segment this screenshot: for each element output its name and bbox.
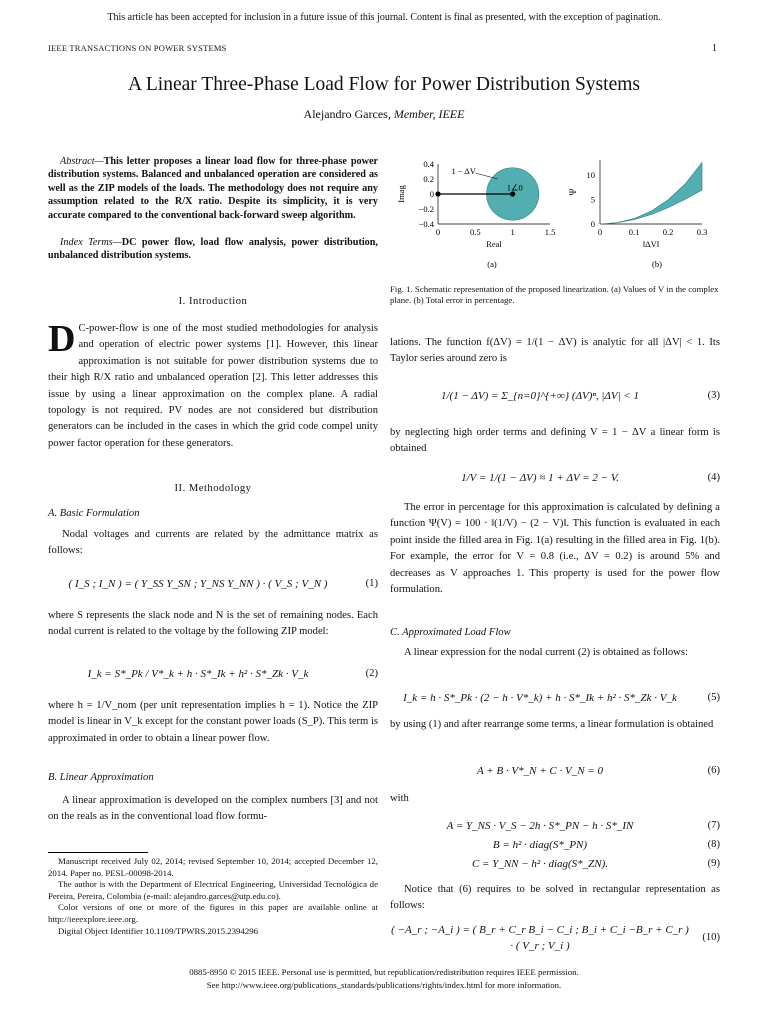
- equation-2-number: (2): [365, 667, 378, 679]
- panel-a-y-tick-label: 0.2: [423, 174, 434, 184]
- panel-b-sublabel: (b): [652, 259, 662, 269]
- panel-b-y-tick-label: 5: [590, 194, 595, 205]
- panel-b-x-tick-label: 0.2: [662, 227, 674, 237]
- panel-b-x-tick-label: 0: [597, 227, 603, 237]
- panel-b-x-tick-label: 0.3: [696, 227, 708, 237]
- equation-5-number: (5): [707, 691, 720, 703]
- equation-1-number: (1): [365, 577, 378, 589]
- equation-3-body: 1/(1 − ΔV) = Σ_{n=0}^{+∞} (ΔV)ⁿ, |ΔV| < 1: [440, 389, 640, 402]
- right-paragraph-2: by neglecting high order terms and defining V = 1 − ΔV a linear form is obtained: [390, 427, 720, 455]
- page-number: 1: [712, 43, 717, 54]
- equation-1-body: ( I_S ; I_N ) = ( Y_SS Y_SN ; Y_NS Y_NN ) · ( V_S ; V_N ): [68, 577, 328, 590]
- equation-6-number: (6): [707, 764, 720, 776]
- figure-panel-b: [568, 160, 707, 269]
- author-membership: Member, IEEE: [393, 107, 465, 121]
- footnote-rule: [48, 852, 148, 853]
- equation-7: [390, 817, 720, 835]
- equation-9-number: (9): [707, 857, 720, 869]
- linear-paragraph-1: A linear approximation is developed on the complex numbers [3] and not on the reals as in the conventional load flow formu-: [48, 795, 378, 823]
- panel-b-y-tick-label: 10: [586, 169, 595, 180]
- equation-8-body: B = h² · diag(S*_PN): [492, 838, 588, 851]
- equation-8: [390, 836, 720, 854]
- equation-9-body: C = Y_NN − h² · diag(S*_ZN).: [471, 857, 609, 870]
- panel-a-annotation: 1 − ΔV: [451, 165, 476, 176]
- panel-a-y-tick-label: −0.2: [418, 204, 434, 214]
- figure-panel-a: [396, 159, 555, 269]
- equation-7-number: (7): [707, 819, 720, 831]
- equation-3-number: (3): [707, 389, 720, 401]
- acceptance-banner: This article has been accepted for inclusion in a future issue of this journal. Content is final as presented, with the exception of pagination.: [107, 12, 661, 23]
- equation-5: [390, 685, 720, 711]
- abstract-text: This letter proposes a linear load flow for three-phase power distribution systems. Balanced and unbalanced operation are considered as well as the ZIP models of the loads. The methodology does not require any assumption related to the R/X ratio. Despite its simplicity, it is very accurate compared to the conventional back-forward sweep algorithm.: [48, 156, 378, 221]
- index-terms: [48, 236, 378, 263]
- paper-title: A Linear Three-Phase Load Flow for Power Distribution Systems: [128, 74, 640, 95]
- panel-a-x-tick-label: 0: [435, 227, 441, 237]
- panel-b-y-tick-label: 0: [590, 219, 595, 229]
- subsection-heading-basic: A. Basic Formulation: [48, 508, 140, 519]
- right-paragraph-3: The error in percentage for this approximation is calculated by defining a function Ψ(V) = 100 · ‖(1/V) − (2 − V)‖. This function is evaluated in each point inside the filled area in Fig. 1(a) resulting in the filled area in Fig. 1(b). For example, the error for V = 0.8 (i.e., ΔV = 0.2) is around 5% and decreases as V approaches 1. This property is used for the power flow formulation.: [390, 502, 720, 596]
- panel-b-x-tick-label: 0.1: [628, 227, 640, 237]
- basic-paragraph-1: Nodal voltages and currents are related by the admittance matrix as follows:: [48, 529, 378, 557]
- equation-4: [390, 460, 720, 496]
- panel-a-annotation: 1∠0: [506, 182, 523, 193]
- abstract: [48, 155, 378, 222]
- figure-caption: Fig. 1. Schematic representation of the proposed linearization. (a) Values of V in the complex plane. (b) Total error in percentage.: [390, 284, 719, 305]
- index-terms-label: Index Terms—: [60, 237, 122, 248]
- author-line: [0, 107, 768, 122]
- equation-4-number: (4): [707, 471, 720, 483]
- equation-8-number: (8): [707, 838, 720, 850]
- panel-a-x-tick-label: 0.5: [470, 227, 481, 237]
- footnote-color: Color versions of one or more of the figures in this paper are available online at http://ieeexplore.ieee.org.: [48, 902, 378, 924]
- equation-2: [48, 656, 378, 692]
- equation-9: [390, 855, 720, 873]
- author-name: Alejandro Garces,: [303, 107, 391, 121]
- drop-cap: D: [48, 318, 76, 360]
- basic-paragraph-3: where h = 1/V_nom (per unit representation implies h = 1). Notice the ZIP model is linear in V_k except for the constant power loads (S_P). This term is approximated in order to obtain a linear power flow.: [48, 700, 379, 744]
- panel-a-y-axis-label: Imag: [396, 185, 406, 203]
- footnote-doi: Digital Object Identifier 10.1109/TPWRS.2015.2394296: [58, 925, 259, 936]
- equation-10: [390, 920, 720, 956]
- intro-text: C-power-flow is one of the most studied methodologies for analysis and operation of electric power systems [1]. However, this linear approximation is not suitable for power distribution systems due to their high R/X ratio and unbalanced operation [2]. This letter addresses this issue by using a linear approximation on the complex plane. A radial topology is not required. PV nodes are not considered but distribution generators can be included in the cases in which the grid code compel unity power factor operation for these generators.: [48, 323, 378, 449]
- equation-10-number: (10): [702, 931, 720, 943]
- copyright-notice: [0, 966, 768, 992]
- equation-7-body: A = Y_NS · V_S − 2h · S*_PN − h · S*_IN: [446, 819, 634, 832]
- panel-a-y-tick-label: −0.4: [418, 219, 434, 229]
- copyright-line-1: 0885-8950 © 2015 IEEE. Personal use is permitted, but republication/redistribution requires IEEE permission.: [189, 967, 579, 977]
- section-heading-introduction: I. Introduction: [178, 296, 248, 307]
- approx-paragraph-3: Notice that (6) requires to be solved in rectangular representation as follows:: [390, 884, 720, 912]
- with-text: with: [390, 793, 409, 804]
- panel-a-y-tick-label: 0: [429, 189, 434, 199]
- approx-paragraph-2: by using (1) and after rearrange some terms, a linear formulation is obtained: [390, 719, 714, 730]
- panel-a-x-tick-label: 1: [510, 227, 515, 237]
- panel-b-x-axis-label: ‖ΔV‖: [642, 239, 660, 249]
- index-terms-text: DC power flow, load flow analysis, power distribution, unbalanced distribution systems.: [48, 237, 378, 262]
- subsection-heading-approx: C. Approximated Load Flow: [390, 627, 511, 638]
- equation-5-body: I_k = h · S*_Pk · (2 − h · V*_k) + h · S*_Ik + h² · S*_Zk · V_k: [403, 691, 677, 704]
- approx-paragraph-1: A linear expression for the nodal current (2) is obtained as follows:: [404, 647, 688, 658]
- running-title: IEEE TRANSACTIONS ON POWER SYSTEMS: [48, 43, 227, 53]
- panel-a-x-axis-label: Real: [486, 239, 502, 249]
- section-heading-methodology: II. Methodology: [174, 483, 252, 494]
- right-paragraph-1: lations. The function f(ΔV) = 1/(1 − ΔV) is analytic for all |ΔV| < 1. Its Taylor series around zero is: [390, 337, 720, 365]
- panel-b-error-area: [600, 162, 702, 224]
- footnote-affiliation: The author is with the Department of Electrical Engineering, Universidad Tecnológica de Pereira, Pereira, Colombia (e-mail: alejandro.garces@utp.edu.co).: [48, 879, 378, 901]
- panel-a-point: [435, 191, 440, 196]
- equation-6-body: A + B · V*_N + C · V_N = 0: [477, 764, 603, 777]
- equation-10-body: ( −A_r ; −A_i ) = ( B_r + C_r B_i − C_i ; B_i + C_i −B_r + C_r ) · ( V_r ; V_i ): [391, 923, 689, 952]
- equation-2-body: I_k = S*_Pk / V*_k + h · S*_Ik + h² · S*_Zk · V_k: [87, 667, 309, 680]
- copyright-line-2: See http://www.ieee.org/publications_standards/publications/rights/index.html for more information.: [206, 980, 562, 990]
- panel-b-y-axis-label: Ψ: [568, 188, 578, 196]
- panel-a-sublabel: (a): [487, 259, 497, 269]
- equation-4-body: 1/V = 1/(1 − ΔV) ≈ 1 + ΔV = 2 − V.: [461, 471, 619, 484]
- equation-1: [48, 566, 378, 602]
- equation-3: [390, 376, 720, 416]
- equation-6: [390, 760, 720, 782]
- abstract-label: Abstract—: [60, 156, 104, 167]
- footnotes: [48, 856, 378, 937]
- figure-1: [390, 150, 720, 280]
- subsection-heading-linear: B. Linear Approximation: [48, 772, 154, 783]
- intro-paragraph: [48, 318, 378, 452]
- panel-a-y-tick-label: 0.4: [423, 159, 434, 169]
- basic-paragraph-2: where S represents the slack node and N is the set of remaining nodes. Each nodal current is related to the voltage by the following ZIP model:: [48, 610, 378, 638]
- footnote-received: Manuscript received July 02, 2014; revised September 10, 2014; accepted December 12, 2014. Paper no. PESL-00098-2014.: [48, 856, 378, 878]
- panel-a-x-tick-label: 1.5: [544, 227, 556, 237]
